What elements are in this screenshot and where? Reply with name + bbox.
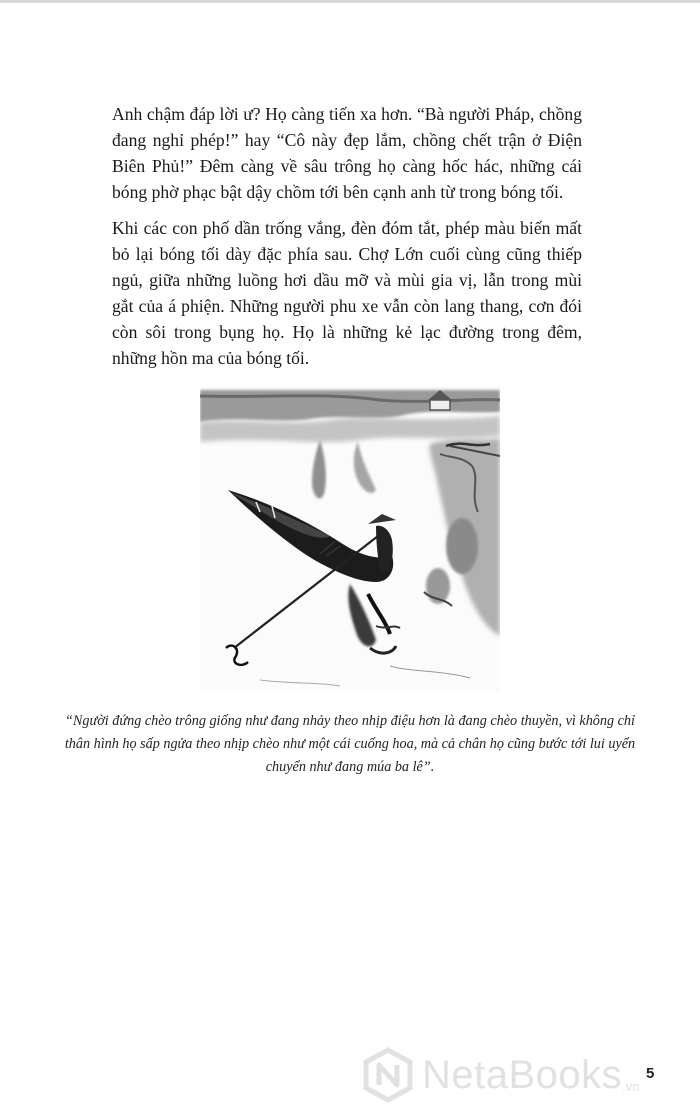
netabooks-logo-icon: [360, 1047, 416, 1103]
netabooks-watermark: [360, 1040, 660, 1110]
watermark-suffix: .vn: [622, 1078, 640, 1094]
ink-sketch-illustration: [200, 386, 500, 692]
illustration-caption: “Người đứng chèo trông giống như đang nhảy theo nhịp điệu hơn là đang chèo thuyền, vì không chỉ thân hình họ sấp ngửa theo nhịp chèo như một cái cuống hoa, mà cả chân họ cũng bước tới lui uyển chuyển như đang múa ba lê”.: [64, 713, 636, 775]
top-rule: [0, 0, 700, 3]
body-paragraph-2: Khi các con phố dần trống vắng, đèn đóm tắt, phép màu biến mất bỏ lại bóng tối dày đặc phía sau. Chợ Lớn cuối cùng cũng thiếp ngủ, giữa những luồng hơi dầu mỡ và mùi gia vị, lẫn trong mùi gắt của á phiện. Những người phu xe vẫn còn lang thang, cơn đói còn sôi trong bụng họ. Họ là những kẻ lạc đường trong đêm, những hồn ma của bóng tối.: [112, 218, 582, 368]
body-paragraph-1: Anh chậm đáp lời ư? Họ càng tiến xa hơn. “Bà người Pháp, chồng đang nghỉ phép!” hay “Cô này đẹp lắm, chồng chết trận ở Điện Biên Phủ!” Đêm càng về sâu trông họ càng hốc hác, những cái bóng phờ phạc bật dậy chồm tới bên cạnh anh từ trong bóng tối.: [112, 104, 582, 202]
page-number: 5: [646, 1065, 655, 1082]
watermark-text: NetaBooks: [422, 1052, 623, 1097]
ink-sketch-boat-rower-icon: [200, 386, 500, 692]
